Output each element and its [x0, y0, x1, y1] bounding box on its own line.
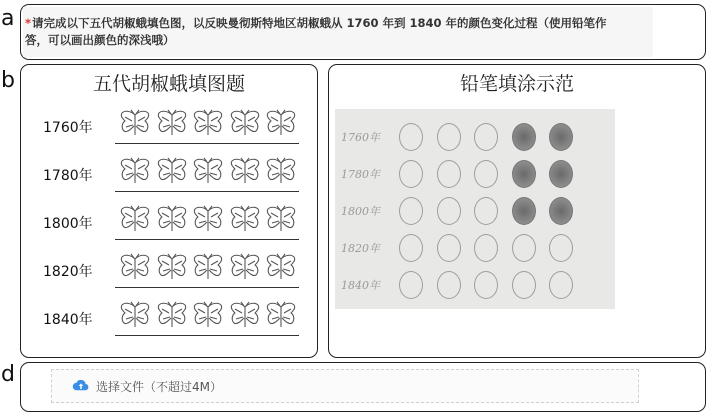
worksheet-row [43, 157, 297, 191]
shaded-circle [512, 197, 536, 225]
example-circles [399, 271, 573, 299]
empty-circle [512, 271, 536, 299]
empty-circle [437, 197, 461, 225]
example-circles [399, 123, 573, 151]
example-title: 铅笔填涂示范 [459, 73, 574, 95]
moth-outline-icon[interactable] [265, 205, 297, 237]
upload-dropzone[interactable] [51, 369, 639, 403]
empty-circle [474, 271, 498, 299]
row-year-label: 1760年 [43, 120, 93, 136]
row-divider [115, 143, 299, 144]
moth-outline-icon[interactable] [229, 301, 261, 333]
example-row [335, 195, 615, 231]
panel-label-a: a [1, 6, 15, 31]
empty-circle [437, 123, 461, 151]
worksheet-row [43, 109, 297, 143]
choose-file-button[interactable] [72, 378, 222, 395]
row-year-label: 1840年 [43, 312, 93, 328]
empty-circle [437, 271, 461, 299]
example-circles [399, 197, 573, 225]
empty-circle [474, 123, 498, 151]
empty-circle [437, 160, 461, 188]
moth-outline-icon[interactable] [229, 253, 261, 285]
empty-circle [474, 160, 498, 188]
handwritten-year: 1760年 [341, 131, 380, 144]
example-circles [399, 234, 573, 262]
empty-circle [512, 234, 536, 262]
empty-circle [399, 160, 423, 188]
panel-label-d: d [1, 362, 15, 387]
moth-outlines [119, 109, 297, 141]
moth-outline-icon[interactable] [119, 205, 151, 237]
moth-outline-icon[interactable] [192, 157, 224, 189]
worksheet-row [43, 301, 297, 335]
shaded-circle [549, 123, 573, 151]
moth-outline-icon[interactable] [192, 205, 224, 237]
worksheet-title: 五代胡椒蛾填图题 [92, 73, 245, 95]
question-panel [20, 4, 706, 60]
moth-outline-icon[interactable] [156, 253, 188, 285]
moth-outline-icon[interactable] [156, 205, 188, 237]
handwritten-year: 1800年 [341, 205, 380, 218]
worksheet-row [43, 205, 297, 239]
moth-outline-icon[interactable] [265, 109, 297, 141]
choose-file-label: 选择文件（不超过4M） [96, 380, 222, 394]
shaded-circle [549, 160, 573, 188]
handwritten-year: 1840年 [341, 279, 380, 292]
row-divider [115, 191, 299, 192]
required-mark: * [25, 16, 32, 30]
moth-outline-icon[interactable] [119, 109, 151, 141]
worksheet-row [43, 253, 297, 287]
question-text [25, 15, 625, 49]
worksheet-panel [20, 64, 318, 358]
example-row [335, 121, 615, 157]
moth-outlines [119, 205, 297, 237]
empty-circle [549, 234, 573, 262]
moth-outlines [119, 253, 297, 285]
row-year-label: 1800年 [43, 216, 93, 232]
moth-outline-icon[interactable] [192, 301, 224, 333]
moth-outline-icon[interactable] [265, 253, 297, 285]
row-divider [115, 239, 299, 240]
empty-circle [474, 197, 498, 225]
moth-outline-icon[interactable] [119, 157, 151, 189]
moth-outline-icon[interactable] [156, 109, 188, 141]
row-year-label: 1780年 [43, 168, 93, 184]
moth-outline-icon[interactable] [265, 157, 297, 189]
row-year-label: 1820年 [43, 264, 93, 280]
moth-outline-icon[interactable] [229, 205, 261, 237]
empty-circle [399, 271, 423, 299]
moth-outline-icon[interactable] [229, 157, 261, 189]
handwritten-year: 1780年 [341, 168, 380, 181]
moth-outline-icon[interactable] [192, 109, 224, 141]
empty-circle [549, 271, 573, 299]
example-row [335, 269, 615, 305]
empty-circle [399, 234, 423, 262]
shaded-circle [512, 123, 536, 151]
empty-circle [399, 197, 423, 225]
moth-outline-icon[interactable] [192, 253, 224, 285]
moth-outline-icon[interactable] [156, 301, 188, 333]
question-body: 请完成以下五代胡椒蛾填色图，以反映曼彻斯特地区胡椒蛾从 1760 年到 1840 年的颜色变化过程（使用铅笔作答，可以画出颜色的深浅哦） [25, 16, 607, 47]
handwritten-year: 1820年 [341, 242, 380, 255]
example-circles [399, 160, 573, 188]
empty-circle [474, 234, 498, 262]
moth-outline-icon[interactable] [119, 253, 151, 285]
row-divider [115, 287, 299, 288]
moth-outline-icon[interactable] [229, 109, 261, 141]
shaded-circle [512, 160, 536, 188]
empty-circle [437, 234, 461, 262]
empty-circle [399, 123, 423, 151]
example-panel [328, 64, 706, 358]
moth-outlines [119, 301, 297, 333]
cloud-upload-icon [72, 378, 96, 395]
shaded-circle [549, 197, 573, 225]
moth-outline-icon[interactable] [265, 301, 297, 333]
moth-outlines [119, 157, 297, 189]
moth-outline-icon[interactable] [156, 157, 188, 189]
example-row [335, 232, 615, 268]
moth-outline-icon[interactable] [119, 301, 151, 333]
example-row [335, 158, 615, 194]
panel-label-b: b [1, 68, 15, 93]
row-divider [115, 335, 299, 336]
example-photo [335, 109, 615, 309]
upload-panel [20, 362, 706, 412]
